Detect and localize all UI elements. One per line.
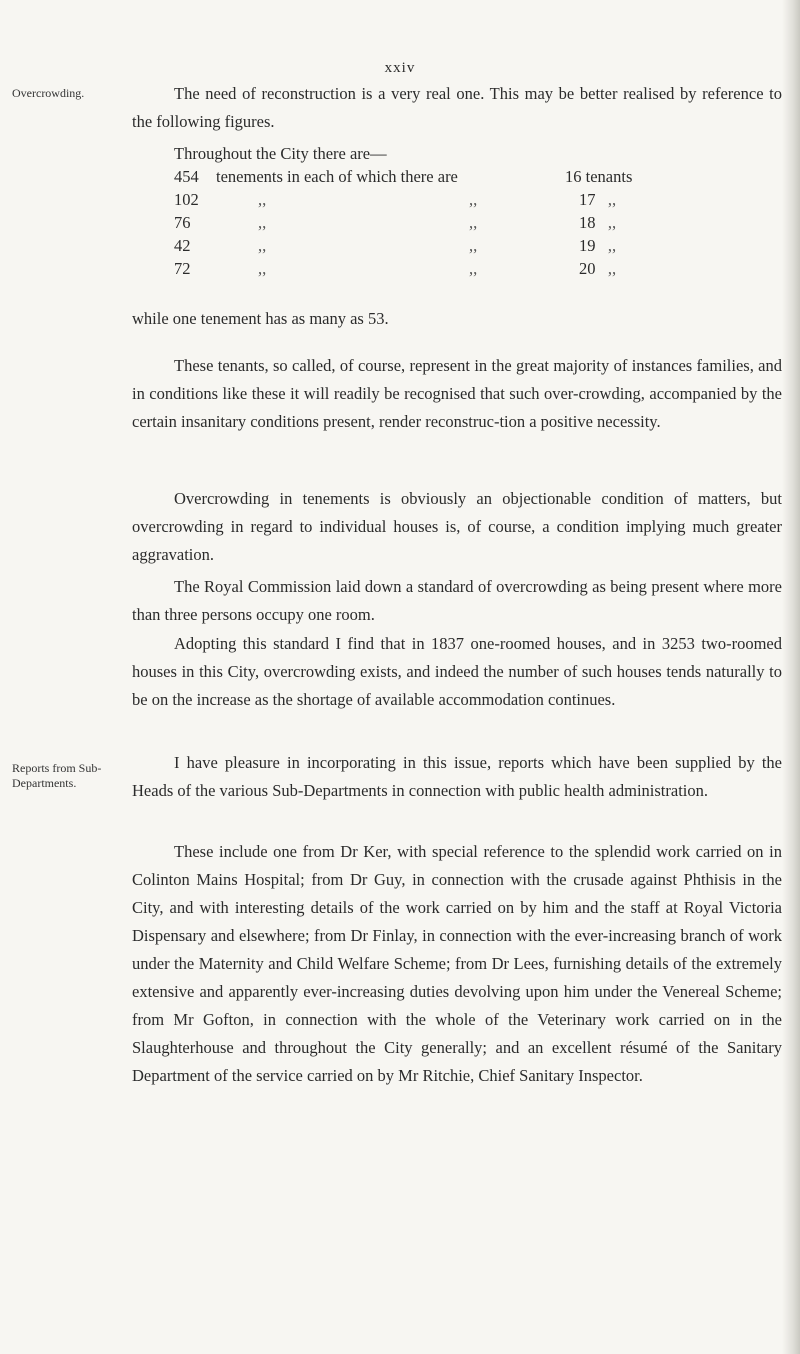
while-text: while one tenement has as many as 53.: [132, 309, 389, 328]
paragraph-text: I have pleasure in incorporating in this issue, reports which have been supplied by the Heads of the various Sub-Departments in connection with public health administration.: [132, 753, 782, 800]
page-number: xxiv: [384, 60, 416, 76]
paragraph-details: [132, 838, 782, 1090]
ditto-mark: ,,: [469, 236, 478, 255]
figures-table: [174, 165, 632, 280]
paragraph-text: These include one from Dr Ker, with special reference to the splendid work carried on in Colinton Mains Hospital; from Dr Guy, in connection with the crusade against Phthisis in the City, and with interesting details of the work carried on by him and the staff at Royal Victoria Dispensary and elsewhere; from Dr Finlay, in connection with the ever-increasing branch of work under the Maternity and Child Welfare Scheme; from Dr Lees, furnishing details of the extremely extensive and apparently ever-increasing duties devolving upon him under the Venereal Scheme; from Mr Gofton, in connection with the whole of the Veterinary work carried on in the Slaughterhouse and throughout the City generally; and an excellent résumé of the Sanitary Department of the service carried on by Mr Ritchie, Chief Sanitary Inspector.: [132, 842, 782, 1085]
ditto-mark: ,,: [469, 213, 478, 232]
paragraph-overcrowding: [132, 485, 782, 569]
margin-note-reports: Reports from Sub-Departments.: [12, 761, 102, 790]
tenant-count: 16 tenants: [565, 167, 633, 186]
paragraph-text: Overcrowding in tenements is obviously an objectionable condition of matters, but overcrowding in regard to individual houses is, of course, a condition implying much greater aggravation.: [132, 489, 782, 564]
ditto-mark: ,,: [258, 190, 267, 209]
ditto-mark: ,,: [258, 259, 267, 278]
tenant-count: 19 ,,: [579, 236, 617, 255]
throughout-text: Throughout the City there are—: [174, 144, 387, 163]
paragraph-tenants: [132, 352, 782, 436]
table-row: [174, 188, 632, 211]
tenement-count: 102: [174, 190, 199, 209]
tenement-count: 42: [174, 236, 191, 255]
ditto-mark: ,,: [469, 190, 478, 209]
tenement-count: 72: [174, 259, 191, 278]
throughout-line: [132, 140, 782, 168]
table-row: [174, 234, 632, 257]
intro-text: The need of reconstruction is a very real one. This may be better realised by reference to the following figures.: [132, 84, 782, 131]
tenement-count: 76: [174, 213, 191, 232]
ditto-mark: ,,: [258, 236, 267, 255]
tenant-count: 18 ,,: [579, 213, 617, 232]
tenement-count: 454: [174, 167, 199, 186]
page-edge-shadow: [782, 0, 800, 1354]
intro-paragraph: [132, 80, 782, 136]
ditto-mark: ,,: [469, 259, 478, 278]
tenement-desc: tenements in each of which there are: [216, 167, 458, 186]
paragraph-royal-commission: [132, 573, 782, 629]
figures-table-wrap: [174, 165, 774, 280]
tenant-count: 17 ,,: [579, 190, 617, 209]
ditto-mark: ,,: [258, 213, 267, 232]
paragraph-reports: [132, 749, 782, 805]
paragraph-text: Adopting this standard I find that in 1837 one-roomed houses, and in 3253 two-roomed houses in this City, overcrowding exists, and indeed the number of such houses tends naturally to be on the increase as the shortage of available accommodation continues.: [132, 634, 782, 709]
while-line: [132, 305, 782, 333]
table-row: [174, 211, 632, 234]
tenant-count: 20 ,,: [579, 259, 617, 278]
table-row: [174, 165, 632, 188]
paragraph-standard: [132, 630, 782, 714]
paragraph-text: These tenants, so called, of course, represent in the great majority of instances families, and in conditions like these it will readily be recognised that such over-crowding, accompanied by the certain insanitary conditions present, render reconstruc-tion a positive necessity.: [132, 356, 782, 431]
table-row: [174, 257, 632, 280]
paragraph-text: The Royal Commission laid down a standard of overcrowding as being present where more than three persons occupy one room.: [132, 577, 782, 624]
margin-note-overcrowding: Overcrowding.: [12, 86, 85, 100]
